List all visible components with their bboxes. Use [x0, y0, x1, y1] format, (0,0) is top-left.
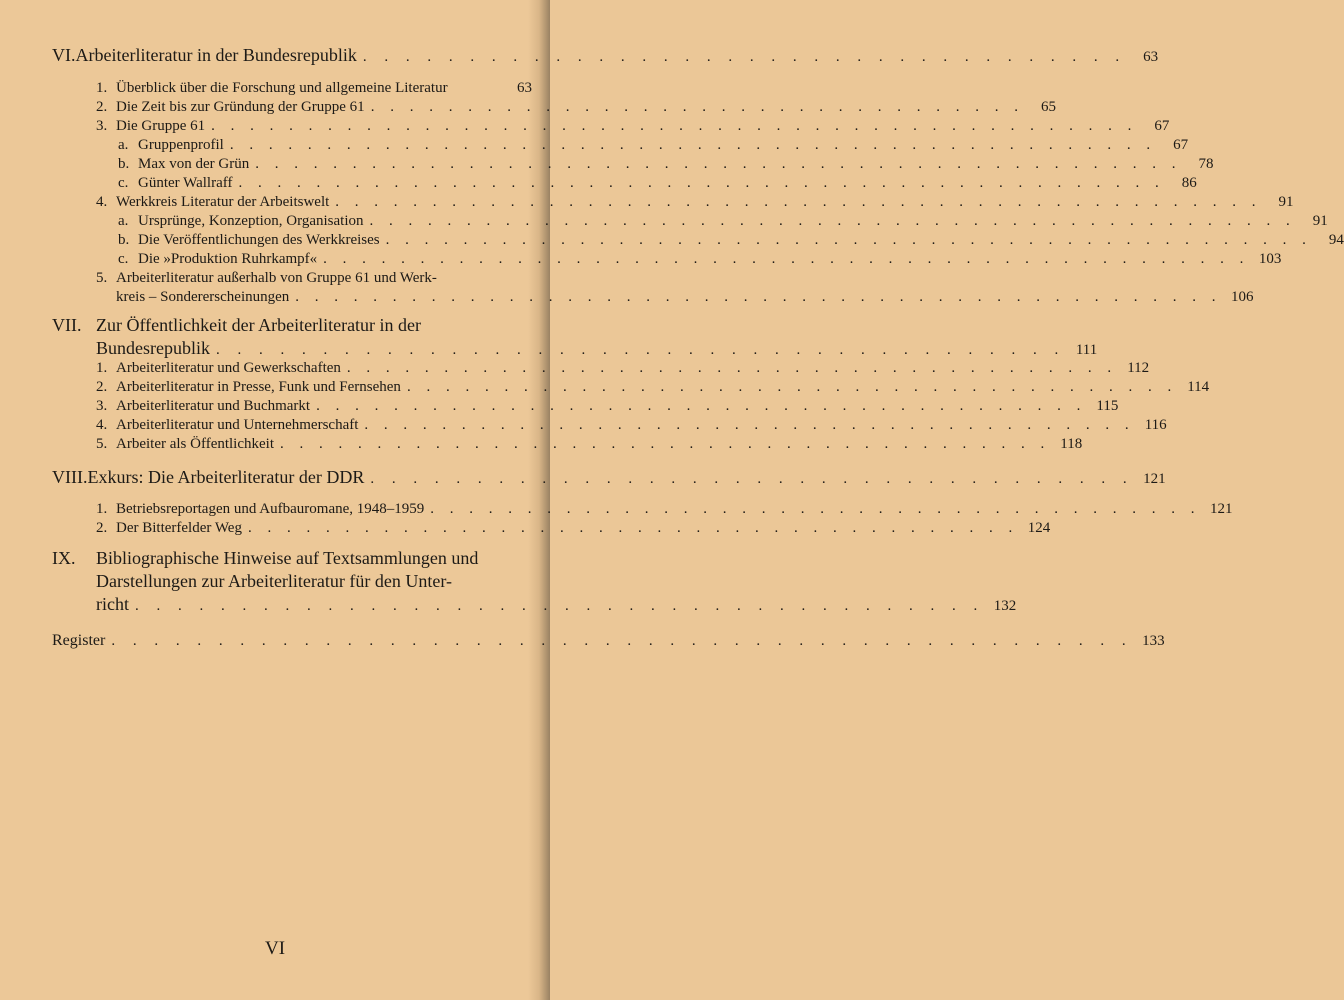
dot-leader: . . . . . . . . . . . . . . . . . . . . . . . . . . . . . . . . . . . . . . . .	[364, 417, 1135, 433]
entry-number: 4.	[96, 417, 108, 433]
chapter-title-line: Darstellungen zur Arbeiterliteratur für den Unter-	[96, 571, 452, 591]
toc-subentry	[118, 250, 1282, 269]
chapter-numeral: VII.	[52, 315, 82, 335]
entry-title: Arbeiterliteratur in Presse, Funk und Fernsehen	[116, 379, 401, 395]
page-number: 65	[1040, 99, 1056, 115]
toc-entry	[96, 519, 1051, 538]
toc-subentry	[118, 174, 1197, 193]
entry-title: Die Gruppe 61	[116, 118, 206, 134]
page-number: 118	[1060, 436, 1083, 452]
dot-leader: . . . . . . . . . . . . . . . . . . . . . . . . . . . . . . . . . . . . . . . .	[280, 436, 1051, 452]
page-number: 106	[1231, 289, 1254, 305]
toc-entry	[96, 193, 1294, 212]
entry-number: 3.	[96, 118, 108, 134]
dot-leader: . . . . . . . . . . . . . . . . . . . . . . . . . . . . . . . . . . . . . . . .	[247, 520, 1019, 536]
dot-leader: . . . . . . . . . . . . . . . . . . . . . . . . . . . . . . . . . . . . . . . .	[135, 598, 985, 614]
page-number: 86	[1181, 175, 1197, 191]
entry-title: Arbeiterliteratur und Buchmarkt	[116, 398, 311, 414]
entry-title: Günter Wallraff	[138, 175, 233, 191]
entry-letter: a.	[118, 137, 129, 153]
entry-title: Arbeiterliteratur und Unternehmerschaft	[116, 417, 359, 433]
chapter-title-line: Bundesrepublik	[96, 338, 210, 358]
entry-number: 1.	[96, 501, 108, 517]
entry-number: 2.	[96, 99, 108, 115]
chapter-title-line: Zur Öffentlichkeit der Arbeiterliteratur in der	[96, 315, 422, 335]
entry-title: Arbeiter als Öffentlichkeit	[116, 436, 274, 452]
page-number: 91	[1312, 213, 1328, 229]
entry-title: Der Bitterfelder Weg	[116, 520, 242, 536]
register-title: Register	[52, 632, 106, 649]
dot-leader: . . . . . . . . . . . . . . . . . . . . . . . . . . . . . . . . . . . . . . . . . . . . . . . .	[229, 137, 1157, 153]
chapter-vi-heading	[52, 44, 1159, 69]
entry-number: 2.	[96, 379, 108, 395]
dot-leader: . . . . . . . . . . . . . . . . . . . . . . . . . . . . . . . . . . . . . . . .	[346, 360, 1118, 376]
page-number: 67	[1154, 118, 1170, 134]
chapter-title: Arbeiterliteratur in der Bundesrepublik	[75, 45, 357, 65]
chapter-title-line: richt	[96, 594, 129, 614]
dot-leader: . . . . . . . . . . . . . . . . . . . . . . . . . . . . . . . . . . . . . . . . . . . . . . . .	[211, 118, 1138, 134]
entry-letter: c.	[118, 175, 129, 191]
entry-title-line: kreis – Sondererscheinungen	[116, 289, 290, 305]
entry-number: 2.	[96, 520, 108, 536]
page-number: 111	[1075, 342, 1098, 358]
toc-subentry	[118, 212, 1328, 231]
toc-entry	[96, 359, 1150, 378]
entry-letter: b.	[118, 232, 130, 248]
entry-title: Die Zeit bis zur Gründung der Gruppe 61	[116, 99, 365, 115]
page-number: 78	[1198, 156, 1214, 172]
page-number: 63	[517, 80, 532, 96]
toc-entry	[96, 79, 532, 98]
entry-title: Die Veröffentlichungen des Werkkreises	[138, 232, 380, 248]
dot-leader: . . . . . . . . . . . . . . . . . . . . . . . . . . . . . . . . . . . . . . . . . . . . . . . .	[111, 633, 1133, 649]
toc-entry	[96, 98, 1056, 117]
toc-entry	[96, 378, 1210, 397]
dot-leader: . . . . . . . . . . . . . . . . . . . . . . . . . . . . . . . . . .	[370, 99, 1024, 115]
chapter-title-line: Bibliographische Hinweise auf Textsammlungen und	[96, 548, 479, 568]
entry-number: 1.	[96, 360, 108, 376]
chapter-numeral: VIII.	[52, 467, 88, 487]
toc-entry	[96, 397, 1119, 416]
entry-number: 4.	[96, 194, 108, 210]
entry-letter: c.	[118, 251, 129, 267]
chapter-numeral: VI.	[52, 45, 76, 65]
entry-title: Arbeiterliteratur und Gewerkschaften	[116, 360, 341, 376]
dot-leader: . . . . . . . . . . . . . . . . . . . . . . . . . . . . . . . . . . . . . . . . . . . . . . . .	[385, 232, 1312, 248]
entry-number: 1.	[96, 80, 108, 96]
dot-leader: . . . . . . . . . . . . . . . . . . . . . . . . . . . . . . . . . . . . . . . . . . . . . . . .	[369, 213, 1296, 229]
entry-letter: b.	[118, 156, 130, 172]
page-number: 133	[1142, 633, 1165, 649]
page-number: 124	[1027, 520, 1051, 536]
entry-number: 5.	[96, 436, 108, 452]
dot-leader: . . . . . . . . . . . . . . . . . . . . . . . . . . . . . . . . . . . . . . . . . . . . . . . .	[255, 156, 1182, 172]
register-heading	[52, 629, 1165, 653]
entry-number: 3.	[96, 398, 108, 414]
toc-subentry	[118, 136, 1189, 155]
page-number: 103	[1258, 251, 1282, 267]
page-number: 121	[1143, 471, 1166, 487]
dot-leader: . . . . . . . . . . . . . . . . . . . . . . . . . . . . . . . . . . . . . . . . . . . . . . . .	[238, 175, 1165, 191]
toc-entry-continuation	[96, 288, 1254, 307]
entry-title: Ursprünge, Konzeption, Organisation	[138, 213, 364, 229]
entry-title: Gruppenprofil	[138, 137, 224, 153]
dot-leader: . . . . . . . . . . . . . . . . . . . . . . . . . . . . . . . . . . . . . . . .	[430, 501, 1201, 517]
dot-leader: . . . . . . . . . . . . . . . . . . . . . . . . . . . . . . . . . . . . . . . .	[216, 342, 1066, 358]
entry-title-line: Arbeiterliteratur außerhalb von Gruppe 61 und Werk-	[116, 270, 437, 286]
entry-title: Überblick über die Forschung und allgemeine Literatur	[116, 80, 448, 96]
entry-letter: a.	[118, 213, 129, 229]
dot-leader: . . . . . . . . . . . . . . . . . . . . . . . . . . . . . . . . . . . . . . . .	[316, 398, 1087, 414]
page-number: 115	[1096, 398, 1119, 414]
chapter-ix-heading	[52, 547, 1017, 618]
entry-title: Max von der Grün	[138, 156, 250, 172]
chapter-numeral: IX.	[52, 548, 76, 568]
entry-title: Die »Produktion Ruhrkampf«	[138, 251, 318, 267]
dot-leader: . . . . . . . . . . . . . . . . . . . . . . . . . . . . . . . . . . . .	[362, 49, 1127, 65]
toc-entry	[96, 269, 532, 288]
toc-entry	[96, 117, 1170, 136]
dot-leader: . . . . . . . . . . . . . . . . . . . . . . . . . . . . . . . . . . . . . . . . . . . . . . . .	[335, 194, 1262, 210]
dot-leader: . . . . . . . . . . . . . . . . . . . . . . . . . . . . . . . . . . . .	[370, 471, 1134, 487]
page-folio: VI	[264, 938, 286, 959]
toc-entry	[96, 500, 1233, 519]
entry-title: Werkkreis Literatur der Arbeitswelt	[116, 194, 330, 210]
page-number: 63	[1143, 49, 1159, 65]
chapter-vii-heading	[52, 314, 1098, 362]
page-number: 94	[1328, 232, 1344, 248]
chapter-viii-heading	[52, 466, 1166, 491]
entry-number: 5.	[96, 270, 108, 286]
dot-leader: . . . . . . . . . . . . . . . . . . . . . . . . . . . . . . . . . . . . . . . . . . . . . . . .	[295, 289, 1222, 305]
page-number: 112	[1127, 360, 1150, 376]
chapter-title: Exkurs: Die Arbeiterliteratur der DDR	[87, 467, 365, 487]
page-number: 121	[1210, 501, 1233, 517]
page-number: 114	[1187, 379, 1210, 395]
dot-leader: . . . . . . . . . . . . . . . . . . . . . . . . . . . . . . . . . . . . . . . . . . . . . . . .	[323, 251, 1250, 267]
page-number: 91	[1278, 194, 1294, 210]
page-number: 67	[1173, 137, 1189, 153]
page-number: 116	[1144, 417, 1167, 433]
toc-subentry	[118, 155, 1214, 174]
toc-subentry	[118, 231, 1344, 250]
dot-leader: . . . . . . . . . . . . . . . . . . . . . . . . . . . . . . . . . . . . . . . .	[406, 379, 1178, 395]
toc-entry	[96, 435, 1083, 454]
entry-title: Betriebsreportagen und Aufbauromane, 1948–1959	[116, 501, 425, 517]
toc-entry	[96, 416, 1167, 435]
page-number: 132	[993, 598, 1017, 614]
